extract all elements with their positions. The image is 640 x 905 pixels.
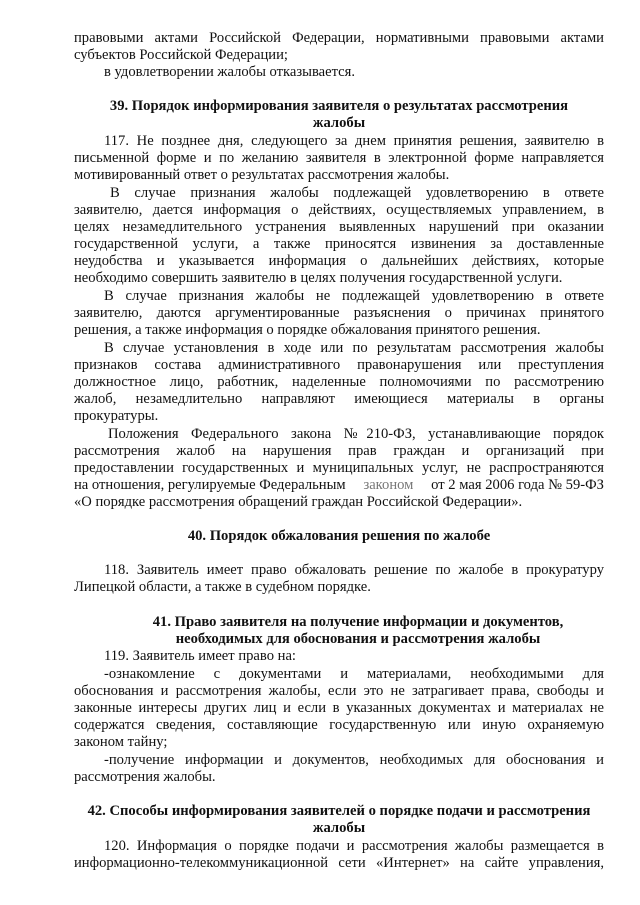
paragraph-line: государственной услуги, а также приносятся извинения за доставленные: [74, 236, 604, 252]
paragraph-line: В случае признания жалобы подлежащей удовлетворению в ответе: [110, 185, 604, 201]
paragraph-line: содержатся сведения, составляющие государственную или иную охраняемую: [74, 717, 604, 733]
paragraph-line: 120. Информация о порядке подачи и рассмотрения жалобы размещается в: [104, 838, 604, 854]
section-heading-42: 42. Способы информирования заявителей о порядке подачи и рассмотрения: [87, 803, 591, 819]
text-run: от 2 мая 2006 года № 59-ФЗ: [427, 477, 604, 493]
paragraph-line: Положения Федерального закона №210-ФЗ, устанавливающие порядок: [108, 426, 604, 442]
paragraph-line: письменной форме и по желанию заявителя в электронной форме направляется: [74, 150, 604, 166]
paragraph-line: целях незамедлительного устранения выявленных нарушений при оказании: [74, 219, 604, 235]
section-heading-39: 39. Порядок информирования заявителя о результатах рассмотрения: [109, 98, 569, 114]
section-heading-42-cont: жалобы: [312, 820, 366, 836]
text-run: на отношения, регулируемые Федеральным: [74, 477, 350, 493]
paragraph-line: «О порядке рассмотрения обращений граждан Российской Федерации».: [74, 494, 523, 510]
paragraph-line: обоснования и рассмотрения жалобы, если это не затрагивает права, свободы и: [74, 683, 604, 699]
paragraph-line: мотивированный ответ о результатах рассмотрения жалобы.: [74, 167, 450, 183]
paragraph-line: субъектов Российской Федерации;: [74, 47, 288, 63]
paragraph-line: В случае признания жалобы не подлежащей удовлетворению в ответе: [104, 288, 604, 304]
paragraph-line: -ознакомление с документами и материалами, необходимыми для: [104, 666, 604, 682]
paragraph-line: необходимо совершить заявителю в целях получения государственной услуги.: [74, 270, 563, 286]
paragraph-line: жалоб, незамедлительно направляют имеющиеся материалы в органы: [74, 391, 604, 407]
paragraph-line: Липецкой области, а также в судебном порядке.: [74, 579, 371, 595]
paragraph-line: рассмотрения жалоб на нарушения прав граждан и организаций при: [74, 443, 604, 459]
paragraph-line: признаков состава административного правонарушения или преступления: [74, 357, 604, 373]
section-heading-41: 41. Право заявителя на получение информации и документов,: [152, 614, 564, 630]
paragraph-line: законные интересы других лиц и если в указанных документах и материалах не: [74, 700, 604, 716]
paragraph-line: правовыми актами Российской Федерации, нормативными правовыми актами: [74, 30, 604, 46]
paragraph-line: заявителю, даются аргументированные разъяснения о причинах принятого: [74, 305, 604, 321]
paragraph-line: -получение информации и документов, необходимых для обоснования и: [104, 752, 604, 768]
law-link-text: законом: [363, 477, 414, 493]
paragraph-line: В случае установления в ходе или по результатам рассмотрения жалобы: [104, 340, 604, 356]
paragraph-line: законом тайну;: [74, 734, 168, 750]
paragraph-line: в удовлетворении жалобы отказывается.: [104, 64, 356, 80]
paragraph-line: заявителю, дается информация о действиях, осуществляемых управлением, в: [74, 202, 604, 218]
paragraph-line: 118. Заявитель имеет право обжаловать решение по жалобе в прокуратуру: [104, 562, 604, 578]
paragraph-line: [74, 477, 604, 494]
paragraph-line: неудобства и указывается информация о дальнейших действиях, которые: [74, 253, 604, 269]
section-heading-41-cont: необходимых для обоснования и рассмотрения жалобы: [175, 631, 541, 647]
paragraph-line: рассмотрения жалобы.: [74, 769, 216, 785]
paragraph-line: предоставлении государственных и муниципальных услуг, не распространяются: [74, 460, 604, 476]
paragraph-line: информационно-телекоммуникационной сети «Интернет» на сайте управления,: [74, 855, 604, 871]
paragraph-line: прокуратуры.: [74, 408, 159, 424]
paragraph-line: должностное лицо, работник, наделенные полномочиями по рассмотрению: [74, 374, 604, 390]
section-heading-40: 40. Порядок обжалования решения по жалобе: [187, 528, 491, 544]
paragraph-line: решения, а также информация о порядке обжалования принятого решения.: [74, 322, 541, 338]
section-heading-39-cont: жалобы: [312, 115, 366, 131]
paragraph-line: 117. Не позднее дня, следующего за днем принятия решения, заявителю в: [104, 133, 604, 149]
paragraph-line: 119. Заявитель имеет право на:: [104, 648, 296, 664]
